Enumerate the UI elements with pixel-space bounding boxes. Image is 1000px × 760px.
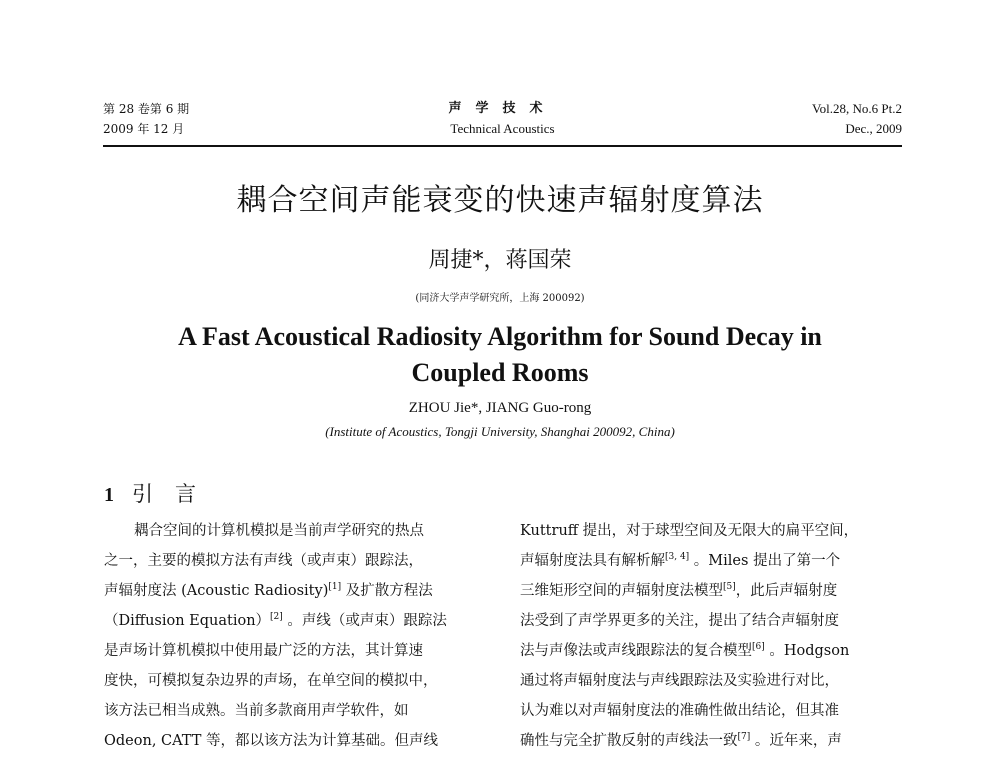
date-cn: 2009 年 12 月 — [103, 122, 185, 136]
journal-header — [103, 99, 902, 145]
line-text-after: 。Miles 提出了第一个 — [689, 553, 841, 569]
journal-name-en: Technical Acoustics — [450, 121, 555, 136]
line-text: 通过将声辐射度法与声线跟踪法及实验进行对比， — [520, 673, 839, 689]
affiliation-en: (Institute of Acoustics, Tongji University, Shanghai 200092, China) — [325, 424, 675, 439]
right-column — [520, 516, 900, 756]
line-text: 声辐射度法 (Acoustic Radiosity) — [104, 583, 329, 599]
text-line — [104, 666, 484, 696]
journal-name-cn: 声学技术 — [448, 101, 557, 116]
line-text: 法受到了声学界更多的关注，提出了结合声辐射度 — [520, 613, 839, 629]
line-text: 声辐射度法具有解析解 — [520, 553, 665, 569]
text-line — [520, 696, 900, 726]
line-text: 该方法已相当成熟。当前多款商用声学软件，如 — [104, 703, 409, 719]
text-line — [104, 726, 484, 756]
affiliation-cn: (同济大学声学研究所，上海 200092) — [415, 293, 585, 304]
section-heading — [104, 478, 218, 508]
line-text: 之一，主要的模拟方法有声线（或声束）跟踪法， — [104, 553, 423, 569]
text-line — [520, 576, 900, 606]
line-text: 法与声像法或声线跟踪法的复合模型 — [520, 643, 752, 659]
text-line — [520, 516, 900, 546]
text-line — [520, 606, 900, 636]
issue-info-en — [812, 99, 902, 139]
section-number: 1 — [104, 484, 114, 506]
section-title: 引言 — [132, 482, 218, 506]
line-text: 度快，可模拟复杂边界的声场，在单空间的模拟中， — [104, 673, 438, 689]
text-line — [104, 636, 484, 666]
authors-cn: 周捷*，蒋国荣 — [428, 248, 572, 273]
line-text-after: 及扩散方程法 — [341, 583, 433, 599]
text-line — [520, 666, 900, 696]
text-line — [520, 546, 900, 576]
header-rule — [103, 145, 902, 147]
text-line — [104, 546, 484, 576]
line-text: 是声场计算机模拟中使用最广泛的方法，其计算速 — [104, 643, 423, 659]
line-text-after: ，此后声辐射度 — [735, 583, 838, 599]
citation-ref: [1] — [328, 582, 342, 592]
line-text: Odeon, CATT 等，都以该方法为计算基础。但声线 — [104, 733, 439, 749]
journal-name — [103, 99, 902, 139]
volume-issue-cn: 第 28 卷第 6 期 — [103, 102, 190, 116]
text-line — [104, 516, 484, 546]
line-text: 确性与完全扩散反射的声线法一致 — [520, 733, 738, 749]
date-en: Dec., 2009 — [845, 121, 902, 136]
authors-en: ZHOU Jie*, JIANG Guo-rong — [408, 400, 592, 416]
text-line — [104, 606, 484, 636]
citation-ref: [7] — [737, 732, 751, 742]
citation-ref: [2] — [270, 612, 283, 622]
line-text-after: 。声线（或声束）跟踪法 — [282, 613, 447, 629]
line-text: 耦合空间的计算机模拟是当前声学研究的热点 — [134, 523, 424, 539]
line-text: 认为难以对声辐射度法的准确性做出结论，但其准 — [520, 703, 839, 719]
volume-issue-en: Vol.28, No.6 Pt.2 — [811, 101, 902, 116]
text-line — [520, 726, 900, 756]
citation-ref: [3, 4] — [665, 552, 690, 562]
paper-title-cn: 耦合空间声能衰变的快速声辐射度算法 — [236, 183, 764, 218]
line-text-after: 。近年来，声 — [750, 733, 842, 749]
line-text: 三维矩形空间的声辐射度法模型 — [520, 583, 723, 599]
line-text: （Diffusion Equation） — [104, 613, 271, 629]
line-text: Kuttruff 提出，对于球型空间及无限大的扁平空间， — [520, 523, 859, 539]
paper-title-en: A Fast Acoustical Radiosity Algorithm for Sound Decay in Coupled Rooms — [178, 322, 822, 387]
line-text-after: 。Hodgson — [764, 643, 850, 659]
left-column — [104, 516, 484, 756]
text-line — [104, 696, 484, 726]
citation-ref: [5] — [723, 582, 736, 592]
citation-ref: [6] — [752, 642, 765, 652]
text-line — [104, 576, 484, 606]
text-line — [520, 636, 900, 666]
